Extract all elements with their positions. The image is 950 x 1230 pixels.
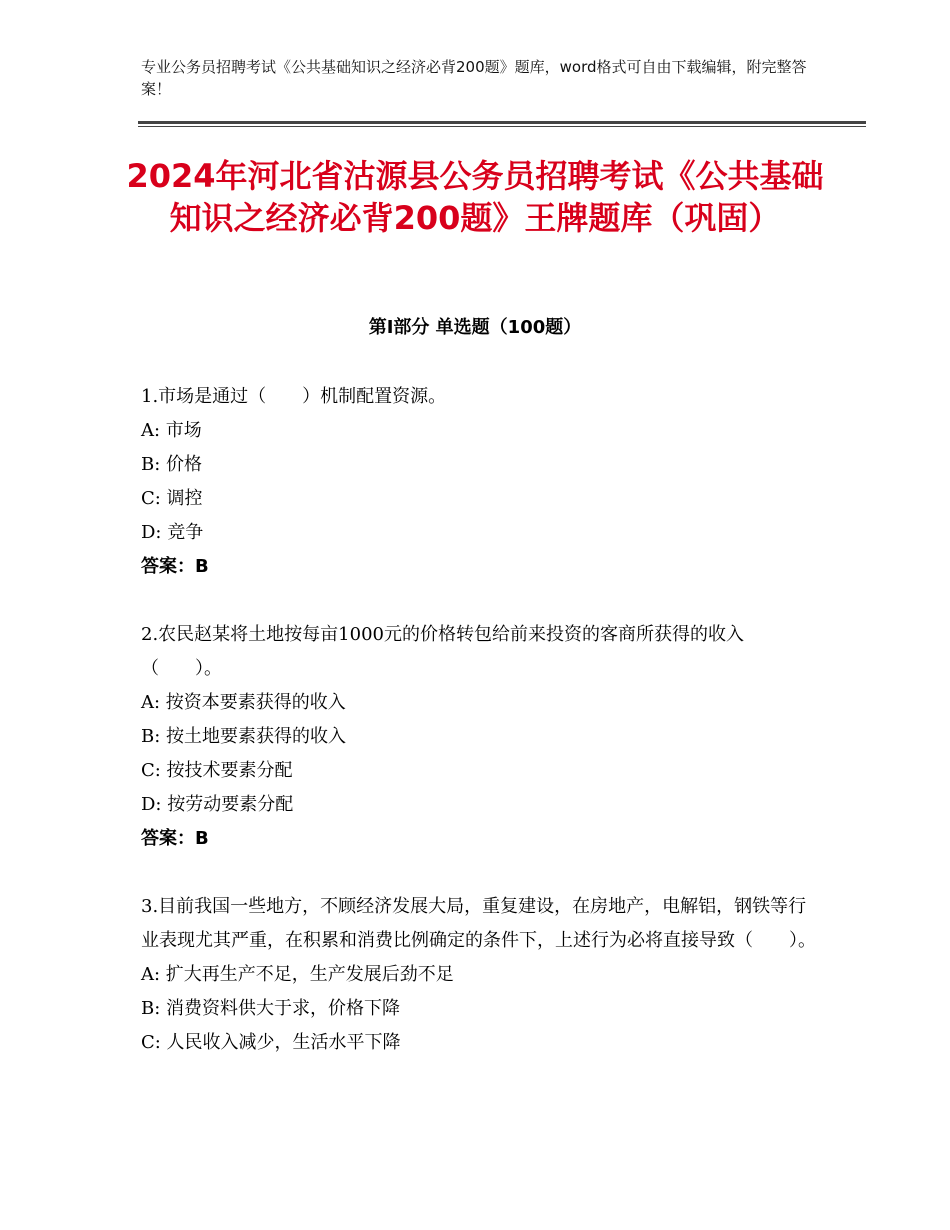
option-c: C: 按技术要素分配 (141, 760, 293, 781)
question-stem: 2.农民赵某将土地按每亩1000元的价格转包给前来投资的客商所获得的收入（ ）。 (141, 624, 744, 679)
question-stem: 1.市场是通过（ ）机制配置资源。 (141, 386, 447, 407)
option-a: A: 按资本要素获得的收入 (141, 692, 346, 713)
option-a: A: 市场 (141, 420, 202, 441)
question-list (141, 380, 821, 1094)
question-3 (141, 890, 821, 1060)
option-b: B: 消费资料供大于求，价格下降 (141, 998, 401, 1019)
header-note: 专业公务员招聘考试《公共基础知识之经济必背200题》题库，word格式可自由下载编辑，附完整答案！ (141, 58, 807, 98)
document-title: 2024年河北省沽源县公务员招聘考试《公共基础知识之经济必背200题》王牌题库（巩固） (126, 157, 824, 237)
question-1 (141, 380, 821, 584)
option-c: C: 人民收入减少，生活水平下降 (141, 1032, 401, 1053)
answer: 答案：B (141, 828, 209, 849)
answer: 答案：B (141, 556, 209, 577)
header-divider-thick (138, 121, 866, 124)
option-d: D: 竞争 (141, 522, 204, 543)
option-a: A: 扩大再生产不足，生产发展后劲不足 (141, 964, 454, 985)
option-b: B: 按土地要素获得的收入 (141, 726, 347, 747)
option-d: D: 按劳动要素分配 (141, 794, 294, 815)
option-b: B: 价格 (141, 454, 203, 475)
question-stem: 3.目前我国一些地方，不顾经济发展大局，重复建设，在房地产，电解铝，钢铁等行业表现尤其严重，在积累和消费比例确定的条件下，上述行为必将直接导致（ ）。 (141, 896, 816, 951)
section-heading: 第Ⅰ部分 单选题（100题） (368, 317, 582, 338)
option-c: C: 调控 (141, 488, 203, 509)
header-divider-thin (138, 126, 866, 127)
question-2 (141, 618, 821, 856)
